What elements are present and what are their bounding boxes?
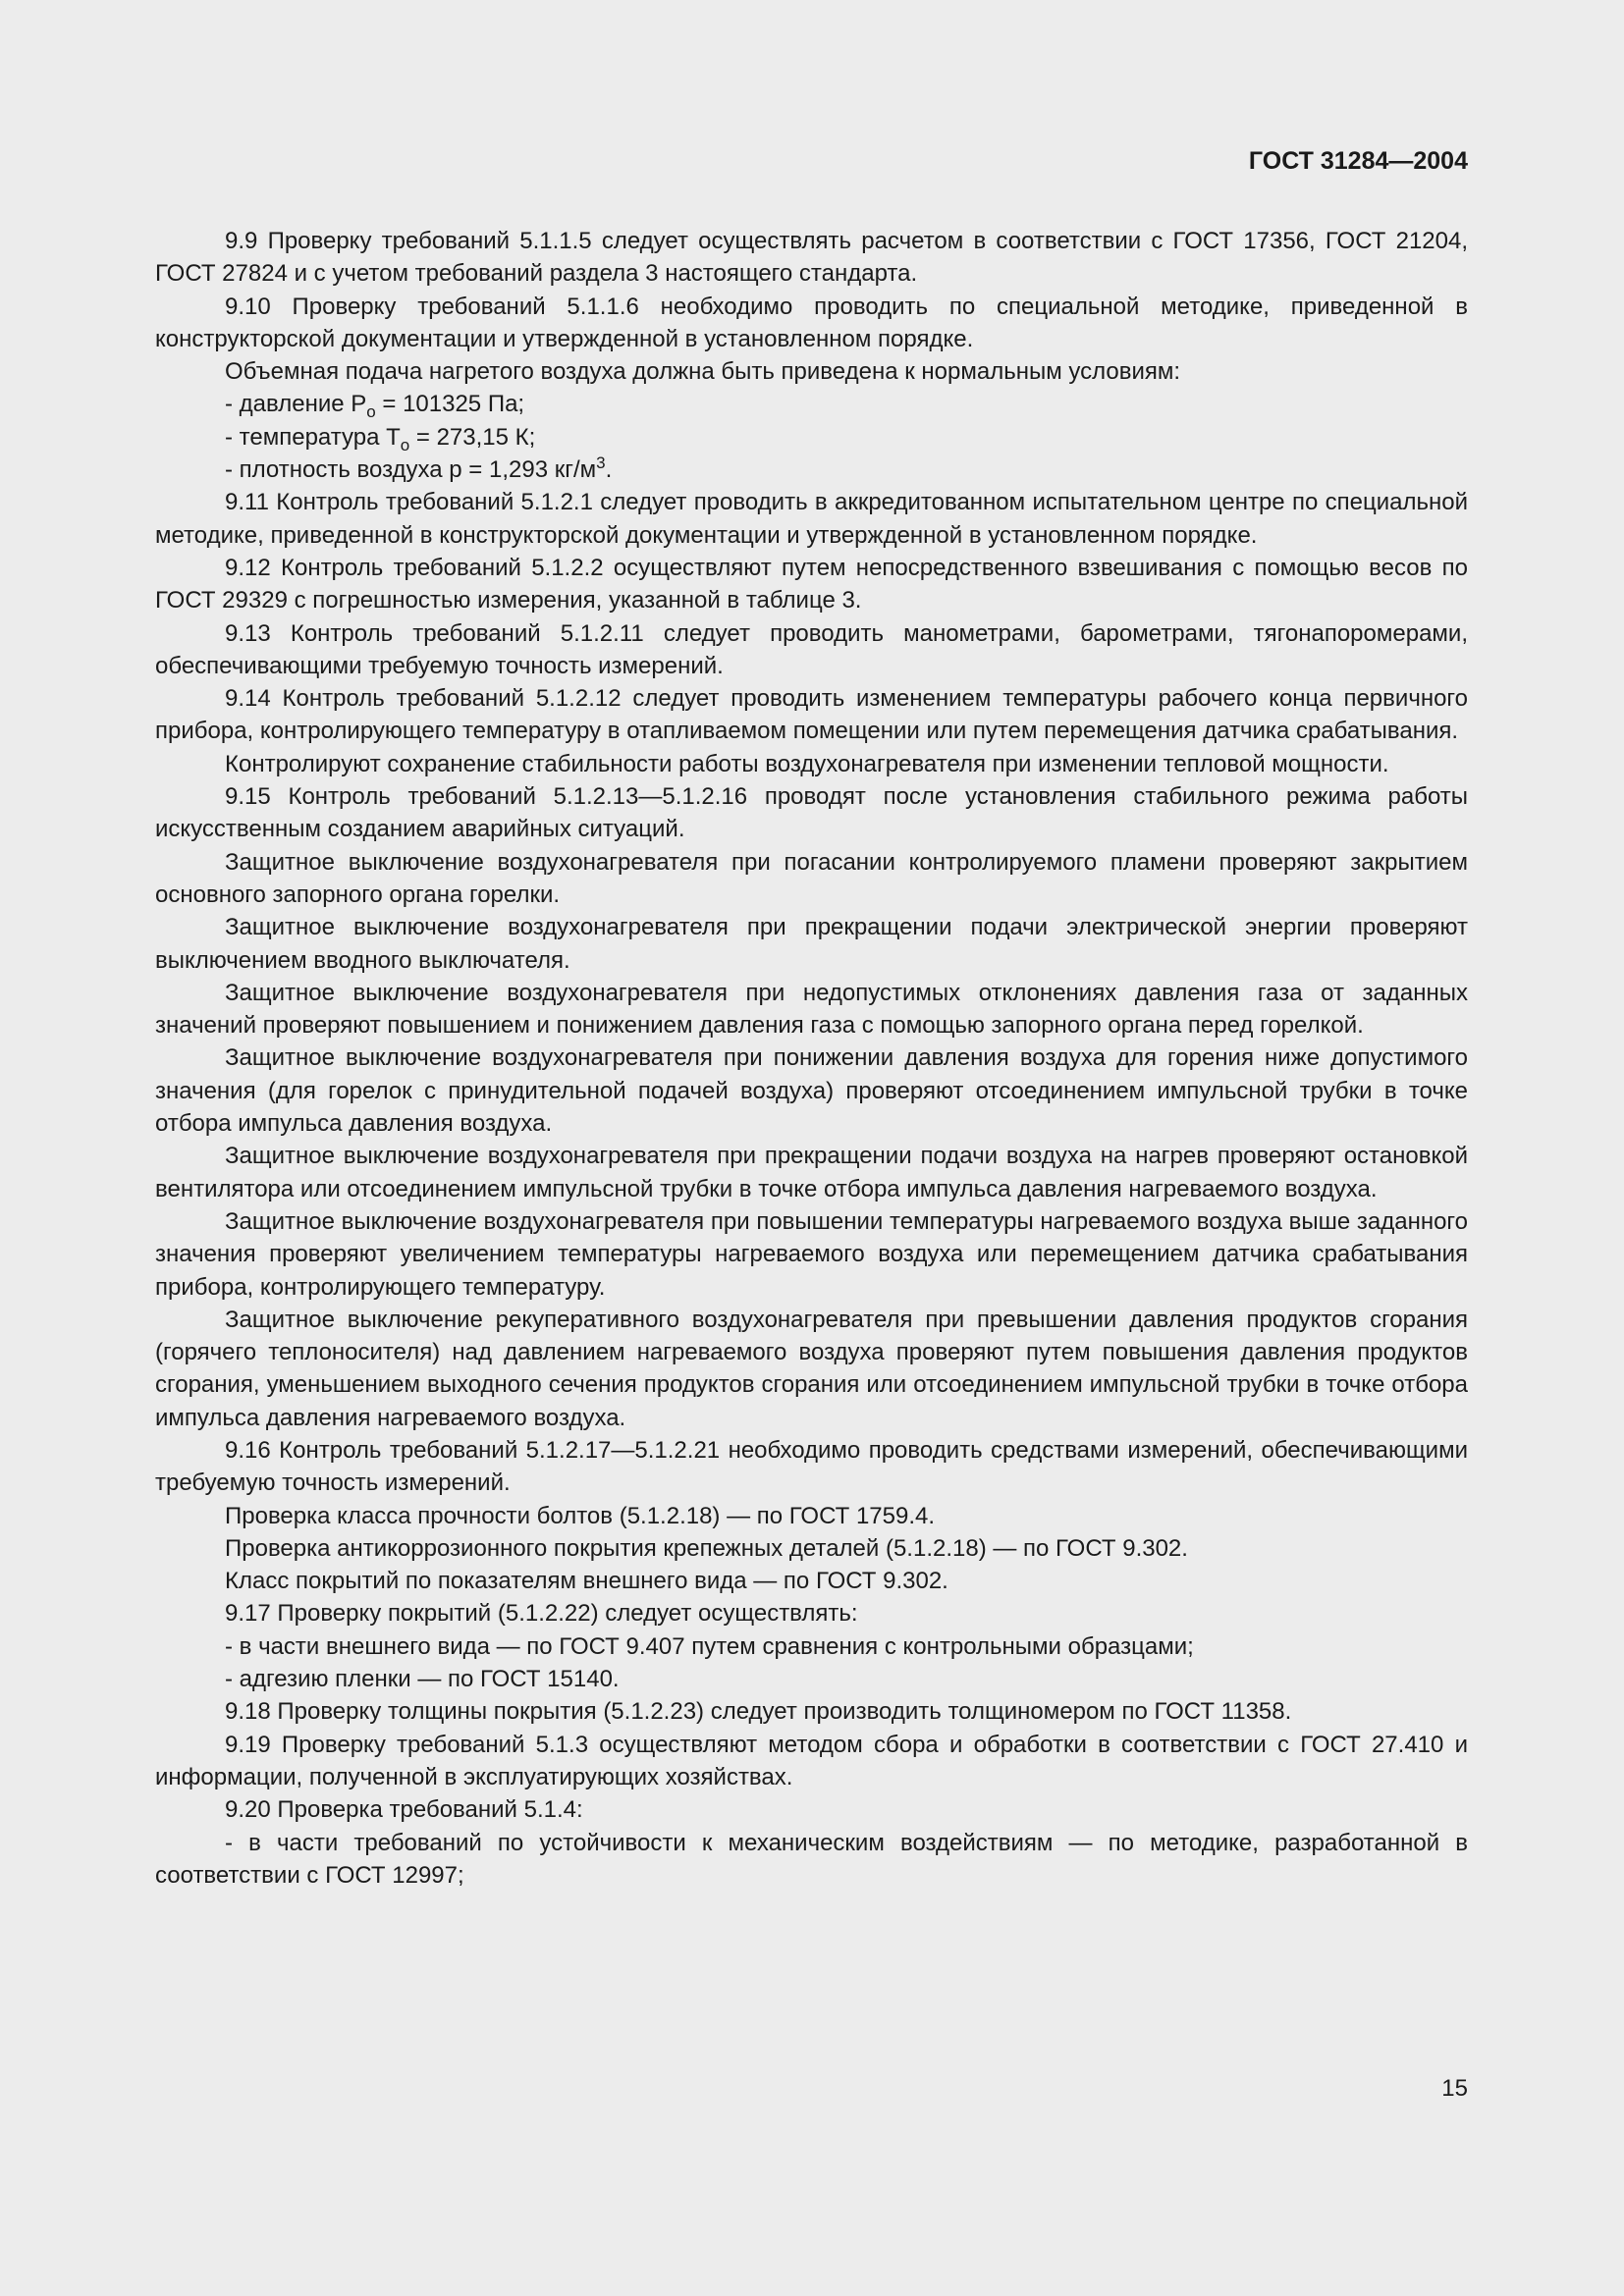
condition-temperature-subscript: o (400, 435, 410, 454)
document-header: ГОСТ 31284—2004 (1248, 147, 1468, 175)
paragraph-bolt-strength: Проверка класса прочности болтов (5.1.2.18) — по ГОСТ 1759.4. (225, 1502, 936, 1529)
list-item-appearance: - в части внешнего вида — по ГОСТ 9.407 путем сравнения с контрольными образцами; (225, 1632, 1194, 1660)
condition-density-suffix: . (605, 456, 613, 484)
condition-temperature-prefix: - температура T (225, 423, 401, 451)
paragraph-flame-shutdown: Защитное выключение воздухонагревателя при погасании контролируемого пламени проверяют закрытием основного запорного органа горелки. (155, 848, 1468, 908)
paragraph-9-13: 9.13 Контроль требований 5.1.2.11 следует проводить манометрами, барометрами, тягонапоромерами, обеспечивающими требуемую точность измерений. (155, 619, 1468, 679)
list-item-mechanical-resistance: - в части требований по устойчивости к механическим воздействиям — по методике, разработанной в соответствии с ГОСТ 12997; (155, 1829, 1468, 1889)
paragraph-coating-class: Класс покрытий по показателям внешнего вида — по ГОСТ 9.302. (225, 1568, 948, 1595)
paragraph-recuperative-shutdown: Защитное выключение рекуперативного воздухонагревателя при превышении давления продуктов сгорания (горячего теплоносителя) над давлением нагреваемого воздуха проверяют путем повышения давления продуктов сгорания, уменьшением выходного сечения продуктов сгорания или отсоединением импульсной трубки в точке отбора импульса давления нагреваемого воздуха. (155, 1306, 1468, 1431)
paragraph-anticorrosion: Проверка антикоррозионного покрытия крепежных деталей (5.1.2.18) — по ГОСТ 9.302. (225, 1534, 1188, 1562)
condition-density-superscript: 3 (596, 454, 606, 473)
page-number: 15 (1441, 2075, 1468, 2102)
condition-pressure-suffix: = 101325 Па; (375, 391, 525, 418)
condition-pressure (155, 388, 1468, 420)
condition-pressure-prefix: - давление P (225, 391, 367, 418)
paragraph-power-shutdown: Защитное выключение воздухонагревателя при прекращении подачи электрической энергии проверяют выключением вводного выключателя. (155, 914, 1468, 974)
paragraph-9-18: 9.18 Проверку толщины покрытия (5.1.2.23) следует производить толщиномером по ГОСТ 11358. (225, 1698, 1292, 1726)
paragraph-9-16: 9.16 Контроль требований 5.1.2.17—5.1.2.21 необходимо проводить средствами измерений, обеспечивающими требуемую точность измерений. (155, 1436, 1468, 1497)
paragraph-temperature-shutdown: Защитное выключение воздухонагревателя при повышении температуры нагреваемого воздуха выше заданного значения проверяют увеличением температуры нагреваемого воздуха или перемещением датчика срабатывания прибора, контролирующего температуру. (155, 1207, 1468, 1301)
paragraph-normal-conditions: Объемная подача нагретого воздуха должна быть приведена к нормальным условиям: (225, 358, 1181, 386)
document-body (155, 225, 1468, 1892)
paragraph-9-10: 9.10 Проверку требований 5.1.1.6 необходимо проводить по специальной методике, приведенной в конструкторской документации и утвержденной в установленном порядке. (155, 293, 1468, 352)
condition-pressure-subscript: o (366, 402, 376, 422)
paragraph-air-supply-shutdown: Защитное выключение воздухонагревателя при прекращении подачи воздуха на нагрев проверяют остановкой вентилятора или отсоединением импульсной трубки в точке отбора импульса давления нагреваемого воздуха. (155, 1143, 1468, 1202)
paragraph-9-20: 9.20 Проверка требований 5.1.4: (225, 1796, 583, 1824)
paragraph-9-19: 9.19 Проверку требований 5.1.3 осуществляют методом сбора и обработки в соответствии с ГОСТ 27.410 и информации, полученной в эксплуатирующих хозяйствах. (155, 1731, 1468, 1790)
paragraph-air-pressure-shutdown: Защитное выключение воздухонагревателя при понижении давления воздуха для горения ниже допустимого значения (для горелок с принудительной подачей воздуха) проверяют отсоединением импульсной трубки в точке отбора импульса давления воздуха. (155, 1044, 1468, 1138)
paragraph-9-14: 9.14 Контроль требований 5.1.2.12 следует проводить изменением температуры рабочего конца первичного прибора, контролирующего температуру в отапливаемом помещении или путем перемещения датчика срабатывания. (155, 685, 1468, 745)
paragraph-9-17: 9.17 Проверку покрытий (5.1.2.22) следует осуществлять: (225, 1600, 858, 1628)
paragraph-9-15: 9.15 Контроль требований 5.1.2.13—5.1.2.16 проводят после установления стабильного режима работы искусственным созданием аварийных ситуаций. (155, 783, 1468, 843)
list-item-adhesion: - адгезию пленки — по ГОСТ 15140. (225, 1666, 620, 1693)
paragraph-stability-control: Контролируют сохранение стабильности работы воздухонагревателя при изменении тепловой мощности. (225, 750, 1389, 777)
paragraph-gas-pressure-shutdown: Защитное выключение воздухонагревателя при недопустимых отклонениях давления газа от заданных значений проверяют повышением и понижением давления газа с помощью запорного органа перед горелкой. (155, 979, 1468, 1040)
condition-density (155, 454, 1468, 486)
condition-temperature (155, 421, 1468, 454)
paragraph-9-9: 9.9 Проверку требований 5.1.1.5 следует осуществлять расчетом в соответствии с ГОСТ 17356, ГОСТ 21204, ГОСТ 27824 и с учетом требований раздела 3 настоящего стандарта. (155, 228, 1468, 288)
paragraph-9-12: 9.12 Контроль требований 5.1.2.2 осуществляют путем непосредственного взвешивания с помощью весов по ГОСТ 29329 с погрешностью измерения, указанной в таблице 3. (155, 554, 1468, 614)
condition-density-prefix: - плотность воздуха p = 1,293 кг/м (225, 456, 597, 484)
paragraph-9-11: 9.11 Контроль требований 5.1.2.1 следует проводить в аккредитованном испытательном центре по специальной методике, приведенной в конструкторской документации и утвержденной в установленном порядке. (155, 489, 1468, 549)
condition-temperature-suffix: = 273,15 К; (409, 423, 536, 451)
